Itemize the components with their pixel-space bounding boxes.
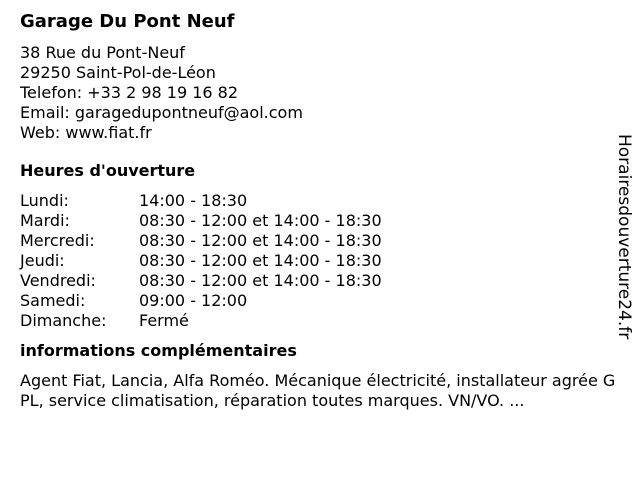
hours-row-jeudi [20,251,616,271]
hours-heading: Heures d'ouverture [20,161,196,180]
hours-day: Samedi: [20,291,86,310]
hours-row-mercredi [20,231,616,251]
hours-time: 14:00 - 18:30 [139,191,248,210]
hours-time: 08:30 - 12:00 et 14:00 - 18:30 [139,251,382,270]
phone-line: Telefon: +33 2 98 19 16 82 [20,83,239,102]
hours-day: Vendredi: [20,271,96,290]
contact-details [20,43,616,143]
hours-time: Fermé [139,311,189,330]
web-line: Web: www.fiat.fr [20,123,152,142]
hours-row-mardi [20,211,616,231]
info-description: Agent Fiat, Lancia, Alfa Roméo. Mécanique électricité, installateur agrée GPL, service climatisation, réparation toutes marques. VN/VO. ... [20,371,616,410]
hours-time: 09:00 - 12:00 [139,291,248,310]
hours-table [20,191,616,331]
hours-day: Mardi: [20,211,70,230]
business-card [20,9,616,411]
hours-row-vendredi [20,271,616,291]
hours-time: 08:30 - 12:00 et 14:00 - 18:30 [139,271,382,290]
hours-day: Lundi: [20,191,69,210]
address-city: 29250 Saint-Pol-de-Léon [20,63,216,82]
hours-row-lundi [20,191,616,211]
hours-day: Jeudi: [20,251,65,270]
hours-day: Mercredi: [20,231,95,250]
email-line: Email: garagedupontneuf@aol.com [20,103,303,122]
site-watermark: Horairesdouverture24.fr [614,134,634,340]
hours-day: Dimanche: [20,311,107,330]
hours-time: 08:30 - 12:00 et 14:00 - 18:30 [139,211,382,230]
business-name: Garage Du Pont Neuf [20,11,235,32]
hours-time: 08:30 - 12:00 et 14:00 - 18:30 [139,231,382,250]
info-heading: informations complémentaires [20,341,297,360]
hours-row-dimanche [20,311,616,331]
address-street: 38 Rue du Pont-Neuf [20,43,185,62]
hours-row-samedi [20,291,616,311]
